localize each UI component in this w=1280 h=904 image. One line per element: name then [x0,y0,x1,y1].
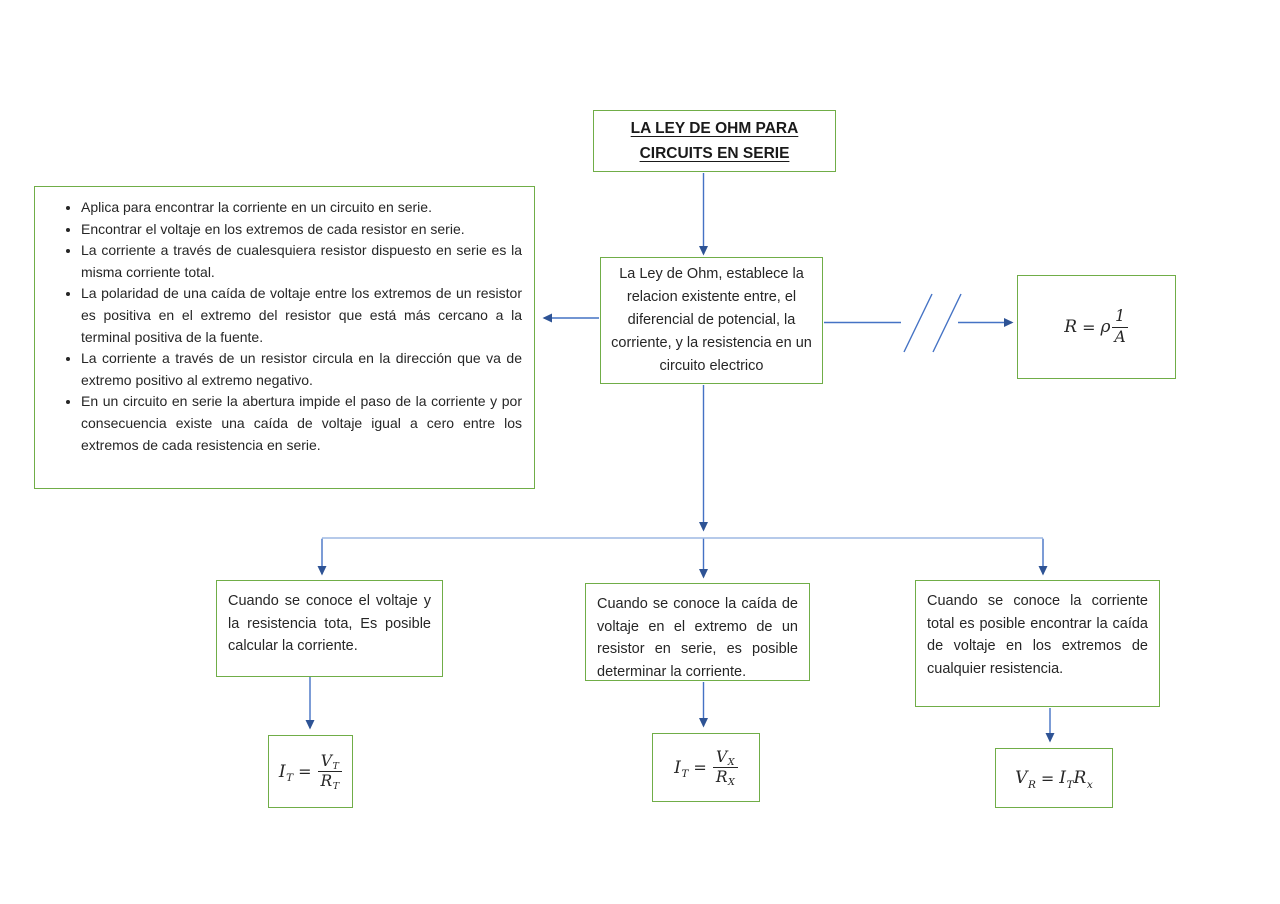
formula-lhs: I T [674,757,689,781]
branch-box-total-current [915,580,1160,707]
branch-text: Cuando se conoce el voltaje y la resistencia tota, Es posible calcular la corriente. [228,593,431,654]
definition-text: La Ley de Ohm, establece la relacion existente entre, el diferencial de potencial, la corriente, y la resistencia en un circuito electrico [611,266,812,374]
key-point-item: • Encontrar el voltaje en los extremos de cada resistor en serie. [81,219,524,241]
formula-box-it-vt-rt [268,735,353,808]
title-line-1: LA LEY DE OHM PARA [630,120,799,137]
formula-box-vr-itrx [995,748,1113,808]
fraction-denominator: A [1114,327,1126,346]
equals-sign: = [693,758,707,777]
key-point-item: • Aplica para encontrar la corriente en un circuito en serie. [81,197,524,219]
definition-box [600,257,823,384]
branch-box-voltage-drop [585,583,810,681]
resistivity-formula [1064,308,1128,346]
fraction [1112,308,1129,346]
current-total-formula [279,753,342,791]
equals-sign: = [1040,768,1055,788]
key-points-list [35,197,524,456]
formula-rhs-term-2: R x [1073,768,1093,791]
equals-sign: = [1082,317,1096,337]
fraction-numerator: 1 [1112,308,1128,327]
connector-definition-to-resistivity [824,294,1012,352]
fraction-denominator: R X [715,768,735,788]
formula-lhs: R [1064,317,1078,337]
formula-coefficient: ρ [1100,317,1111,337]
branch-text: Cuando se conoce la caída de voltaje en el extremo de un resistor en serie, es posible determinar la corriente. [597,596,798,680]
break-slash-icon [904,294,932,352]
key-point-item: • La corriente a través de cualesquiera resistor dispuesto en serie es la misma corriente total. [81,240,524,283]
branch-box-voltage-resistance [216,580,443,677]
fraction-numerator: V X [713,749,738,768]
key-point-item: • En un circuito en serie la abertura impide el paso de la corriente y por consecuencia existe una caída de voltaje igual a cero entre los extremos de cada resistencia en serie. [81,391,524,456]
break-slash-icon [933,294,961,352]
fraction [713,749,738,787]
resistivity-formula-box [1017,275,1176,379]
key-points-box [34,186,535,489]
fraction-denominator: R T [320,772,340,792]
branch-text: Cuando se conoce la corriente total es posible encontrar la caída de voltaje en los extremos de cualquier resistencia. [927,593,1148,677]
formula-lhs: I T [278,761,294,785]
key-point-item: • La corriente a través de un resistor circula en la dirección que va de extremo positivo al extremo negativo. [81,348,524,391]
title-line-2: CIRCUITS EN SERIE [639,145,790,162]
voltage-drop-formula [1015,768,1093,791]
formula-box-it-vx-rx [652,733,760,802]
fraction-numerator: V T [318,753,342,772]
title-box [593,110,836,172]
formula-lhs: V R [1015,768,1036,791]
fraction [318,753,343,791]
key-point-item: • La polaridad de una caída de voltaje entre los extremos de un resistor es positiva en el extremo del resistor que está más cercano a la terminal positiva de la fuente. [81,283,524,348]
equals-sign: = [298,762,312,781]
current-from-drop-formula [674,749,738,787]
formula-rhs-term-1: I T [1059,768,1074,791]
